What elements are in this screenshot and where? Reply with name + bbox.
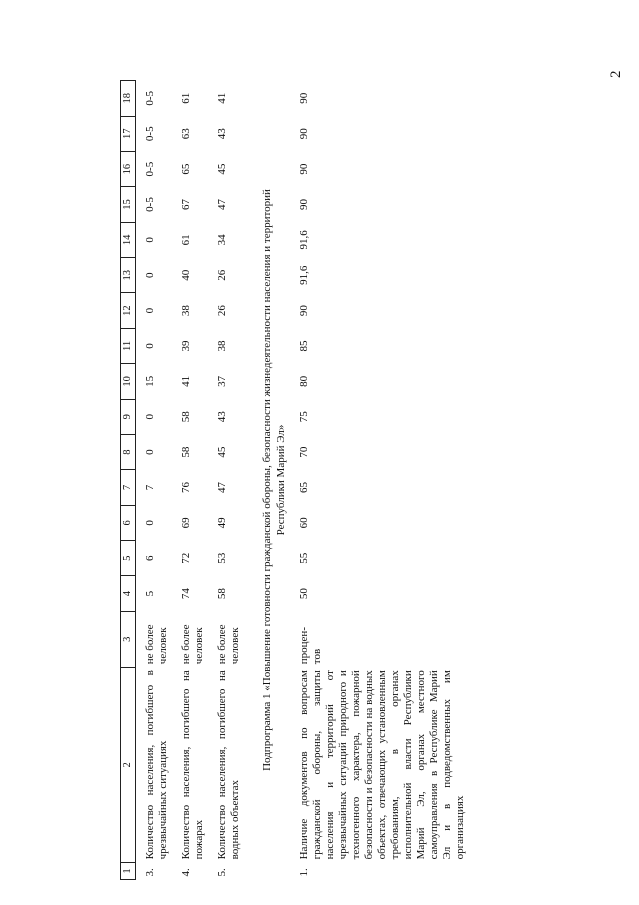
value-cell: 74 [180, 588, 192, 600]
value-cell: 0 [144, 343, 156, 349]
header-cell-4: 4 [121, 576, 136, 611]
page-number: 2 [608, 70, 624, 78]
table-row [214, 81, 244, 880]
header-cell-7: 7 [121, 470, 136, 505]
value-cell: 67 [180, 198, 192, 210]
value-cell: 65 [298, 481, 310, 493]
value-cell: 45 [216, 446, 228, 458]
header-cell-11: 11 [121, 328, 136, 363]
header-cell-9: 9 [121, 399, 136, 434]
unit-cell: не более человек [180, 624, 205, 665]
value-cell: 15 [144, 375, 156, 387]
section-row [250, 81, 296, 880]
value-cell: 43 [216, 411, 228, 423]
value-cell: 47 [216, 481, 228, 493]
value-cell: 60 [298, 517, 310, 529]
row-number: 4. [180, 868, 192, 877]
table-row [178, 81, 208, 880]
value-cell: 41 [216, 92, 228, 104]
value-cell: 90 [298, 305, 310, 317]
value-cell: 58 [216, 588, 228, 600]
header-cell-8: 8 [121, 434, 136, 469]
row-number: 3. [144, 868, 156, 877]
subprogram-title-line2: Республики Марий Эл» [275, 424, 287, 536]
value-cell: 43 [216, 128, 228, 140]
value-cell: 34 [216, 234, 228, 246]
value-cell: 55 [298, 552, 310, 564]
value-cell: 61 [180, 234, 192, 246]
value-cell: 38 [180, 305, 192, 317]
value-cell: 37 [216, 375, 228, 387]
value-cell: 0-5 [144, 126, 156, 142]
unit-cell: процен-тов [298, 627, 323, 665]
value-cell: 26 [216, 305, 228, 317]
header-cell-17: 17 [121, 116, 136, 151]
header-cell-10: 10 [121, 364, 136, 399]
value-cell: 70 [298, 446, 310, 458]
value-cell: 41 [180, 375, 192, 387]
header-cell-18: 18 [121, 81, 136, 117]
value-cell: 0-5 [144, 197, 156, 212]
value-cell: 49 [216, 517, 228, 529]
header-cell-15: 15 [121, 187, 136, 222]
value-cell: 58 [180, 411, 192, 423]
value-cell: 91,6 [298, 265, 310, 285]
value-cell: 58 [180, 446, 192, 458]
value-cell: 65 [180, 163, 192, 175]
value-cell: 90 [298, 198, 310, 210]
value-cell: 39 [180, 340, 192, 352]
value-cell: 91,6 [298, 230, 310, 250]
value-cell: 0-5 [144, 161, 156, 177]
row-number: 1. [298, 868, 310, 877]
indicator-name: Количество населения, погибшего в чрезвычайных ситуациях [144, 670, 169, 860]
header-cell-2: 2 [121, 667, 136, 862]
value-cell: 80 [298, 375, 310, 387]
header-cell-13: 13 [121, 258, 136, 293]
value-cell: 76 [180, 481, 192, 493]
header-cell-16: 16 [121, 151, 136, 186]
subprogram-title-line1: Подпрограмма 1 «Повышение готовности гражданской обороны, безопасности жизнедеятельности населения и территорий [261, 189, 273, 771]
value-cell: 90 [298, 128, 310, 140]
header-cell-14: 14 [121, 222, 136, 257]
header-cell-6: 6 [121, 505, 136, 540]
row-number: 5. [216, 868, 228, 877]
value-cell: 0 [144, 449, 156, 455]
table-row [142, 81, 172, 880]
header-cell-12: 12 [121, 293, 136, 328]
subprogram-title [250, 81, 296, 880]
value-cell: 90 [298, 163, 310, 175]
unit-cell: не более человек [144, 624, 169, 665]
indicator-name: Количество населения, погибшего на водных объектах [216, 670, 241, 860]
table-row [296, 81, 469, 880]
indicator-name: Наличие документов по вопросам гражданской обороны, защиты населения и территорий от чрезвычайных ситуаций природного и техногенного характера, пожарной безопасности и безопасности на водных объектах, отвечающих установленным требованиям, в органах исполнительной власти Республики Марий Эл, органах местного самоуправления в Республике Марий Эл и в подведомственных им организациях [298, 670, 466, 860]
value-cell: 90 [298, 92, 310, 104]
value-cell: 26 [216, 269, 228, 281]
value-cell: 47 [216, 198, 228, 210]
rotated-table-wrapper [120, 80, 639, 880]
value-cell: 38 [216, 340, 228, 352]
value-cell: 72 [180, 552, 192, 564]
unit-cell: не более человек [216, 624, 241, 665]
value-cell: 40 [180, 269, 192, 281]
value-cell: 6 [144, 555, 156, 561]
table-body [121, 81, 470, 880]
value-cell: 0 [144, 272, 156, 278]
value-cell: 69 [180, 517, 192, 529]
indicators-table [120, 80, 469, 880]
header-cell-5: 5 [121, 541, 136, 576]
indicator-name: Количество населения, погибшего на пожарах [180, 670, 205, 860]
value-cell: 0 [144, 237, 156, 243]
value-cell: 63 [180, 128, 192, 140]
value-cell: 50 [298, 588, 310, 600]
value-cell: 45 [216, 163, 228, 175]
value-cell: 61 [180, 92, 192, 104]
header-cell-3: 3 [121, 611, 136, 667]
header-row [121, 81, 136, 880]
value-cell: 85 [298, 340, 310, 352]
value-cell: 0-5 [144, 90, 156, 106]
value-cell: 75 [298, 411, 310, 423]
value-cell: 7 [144, 484, 156, 491]
value-cell: 0 [144, 413, 156, 420]
value-cell: 5 [144, 590, 156, 597]
header-cell-1: 1 [121, 862, 136, 879]
value-cell: 53 [216, 552, 228, 564]
value-cell: 0 [144, 520, 156, 526]
value-cell: 0 [144, 307, 156, 314]
